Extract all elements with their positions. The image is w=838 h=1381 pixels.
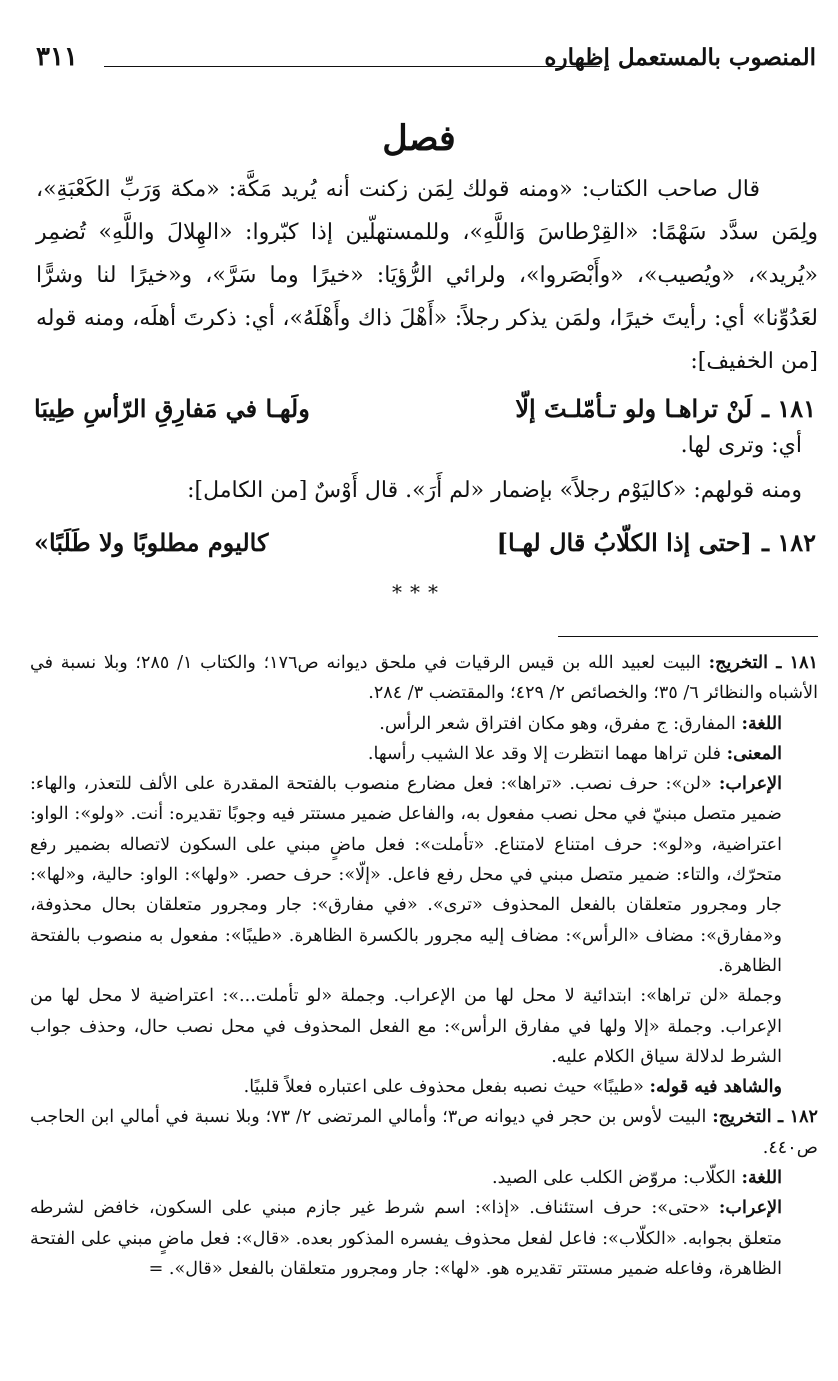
header-rule: [104, 66, 600, 67]
footnote-182-irab: [30, 1193, 818, 1284]
footnote-label: الإعراب:: [718, 773, 782, 795]
intro-line: ومنه قولهم: «كاليَوْم رجلاً» بإضمار «لم أَرَ». قال أَوْسٌ [من الكامل]:: [187, 478, 802, 503]
footnote-182-lugha: [30, 1163, 818, 1193]
footnote-181-jumla: وجملة «لن تراها»: ابتدائية لا محل لها من الإعراب. وجملة «لو تأملت...»: اعتراضية لا محل لها من الإعراب. وجملة «إلا ولها في مفارق الرأس»: مع الفعل المحذوف في محل نصب حال، وحذف جواب الشرط لدلالة سياق الكلام عليه.: [30, 986, 782, 1067]
running-header-title: المنصوب بالمستعمل إظهاره: [544, 44, 816, 71]
footnotes: [30, 648, 818, 1284]
footnote-181-lugha: [30, 709, 818, 739]
footnote-label: الإعراب:: [718, 1197, 782, 1219]
footnote-label: والشاهد فيه قوله:: [649, 1076, 782, 1098]
footnote-rule: [558, 636, 818, 637]
verse-181: [34, 394, 816, 434]
footnote-text: البيت لعبيد الله بن قيس الرقيات في ملحق ديوانه ص١٧٦؛ والكتاب ١/ ٢٨٥؛ وبلا نسبة في الأشباه والنظائر ٦/ ٣٥؛ والخصائص ٢/ ٤٢٩؛ والمقتضب ٣/ ٢٨٤.: [30, 653, 818, 704]
footnote-181-takhrij: [30, 648, 818, 709]
footnote-text: المفارق: ج مفرق، وهو مكان افتراق شعر الرأس.: [379, 713, 742, 734]
footnote-181-irab: [30, 769, 818, 981]
main-text: [36, 168, 818, 383]
footnote-label: المعنى:: [726, 742, 782, 764]
footnote-label: اللغة:: [741, 712, 782, 734]
footnote-text: البيت لأوس بن حجر في ديوانه ص٣؛ وأمالي المرتضى ٢/ ٧٣؛ وبلا نسبة في أمالي ابن الحاجب ص٤٤٠.: [30, 1107, 818, 1158]
footnote-text: «طيبًا» حيث نصبه بفعل محذوف على اعتباره فعلاً قلبيًا.: [243, 1077, 650, 1098]
footnote-label: ١٨٢ ـ التخريج:: [712, 1106, 818, 1128]
footnote-text: «حتى»: حرف استئناف. «إذا»: اسم شرط غير جازم مبني على السكون، خافض لشرطه متعلق بجوابه. «الكلّاب»: فاعل لفعل محذوف يفسره المذكور بعده. «قال»: فعل ماضٍ مبني على الفتحة الظاهرة، وفاعله ضمير مستتر تقديره هو. «لها»: جار ومجرور متعلقان بالفعل «قال». =: [30, 1198, 782, 1279]
footnote-text: فلن تراها مهما انتظرت إلا وقد علا الشيب رأسها.: [367, 743, 727, 764]
footnote-181-mana: [30, 739, 818, 769]
main-paragraph: قال صاحب الكتاب: «ومنه قولك لِمَن زكنت أنه يُريد مَكَّة: «مكة وَرَبِّ الكَعْبَةِ»، ولِمَن سدَّد سَهْمًا: «القِرْطاسَ وَاللَّهِ»، وللمستهلّين إذا كبّروا: «الهِلالَ واللَّهِ» تُضمِر «يُريد»، «ويُصيب»، «وأَبْصَروا»، ولرائي الرُّؤيَا: «خيرًا وما سَرَّ»، و«خيرًا لنا وشرًّا لعَدُوِّنا» أي: رأيتَ خيرًا، ولمَن يذكر رجلاً: «أَهْلَ ذاك وأَهْلَهُ»، أي: ذكرتَ أهلَه، ومنه قوله [من الخفيف]:: [36, 177, 818, 374]
page-number: ٣١١: [36, 42, 78, 72]
verse-182: [34, 528, 816, 568]
verse-number: ١٨٢ ـ: [761, 528, 816, 557]
footnote-label: ١٨١ ـ التخريج:: [708, 652, 818, 673]
footnote-text: «لن»: حرف نصب. «تراها»: فعل مضارع منصوب بالفتحة المقدرة على الألف للتعذر، والهاء: ضمير متصل مبنيّ في محل نصب مفعول به، والفاعل ضمير مستتر فيه وجوبًا تقديره: أنت. «ولو»: الواو: اعتراضية، و«لو»: حرف امتناع لامتناع. «تأملت»: فعل ماضٍ مبني على السكون لاتصاله بضمير رفع متحرّك، والتاء: ضمير متصل مبني في محل رفع فاعل. «إلّا»: حرف حصر. «ولها»: الواو: حالية، و«لها»: جار ومجرور متعلقان بالفعل المحذوف «ترى». «في مفارق»: جار ومجرور متعلقان بحال محذوفة، و«مفارق»: مضاف «الرأس»: مضاف إليه مجرور بالكسرة الظاهرة. «طيبًا»: مفعول به منصوب بالفتحة الظاهرة.: [30, 774, 782, 976]
verse-number: ١٨١ ـ: [761, 394, 816, 423]
verse-hemistich-first: لَنْ تراهـا ولو تـأمّلـتَ إلّا: [515, 394, 752, 423]
footnote-label: اللغة:: [741, 1167, 782, 1189]
section-title: فصل: [382, 118, 456, 159]
running-header: [0, 40, 838, 84]
section-separator-stars: ***: [392, 580, 446, 604]
footnote-text: الكلّاب: مروّض الكلب على الصيد.: [491, 1168, 742, 1189]
verse-hemistich-second: كاليوم مطلوبًا ولا طَلَبًا»: [34, 528, 269, 557]
footnote-181-shahid: [30, 1072, 818, 1102]
footnote-182-takhrij: [30, 1102, 818, 1163]
verse-hemistich-second: ولَهـا في مَفارِقِ الرّأسِ طِيبَا: [34, 394, 310, 423]
explanation-line: أي: وترى لها.: [680, 433, 802, 458]
verse-hemistich-first: [حتى إذا الكلّابُ قال لهـا]: [496, 528, 752, 557]
